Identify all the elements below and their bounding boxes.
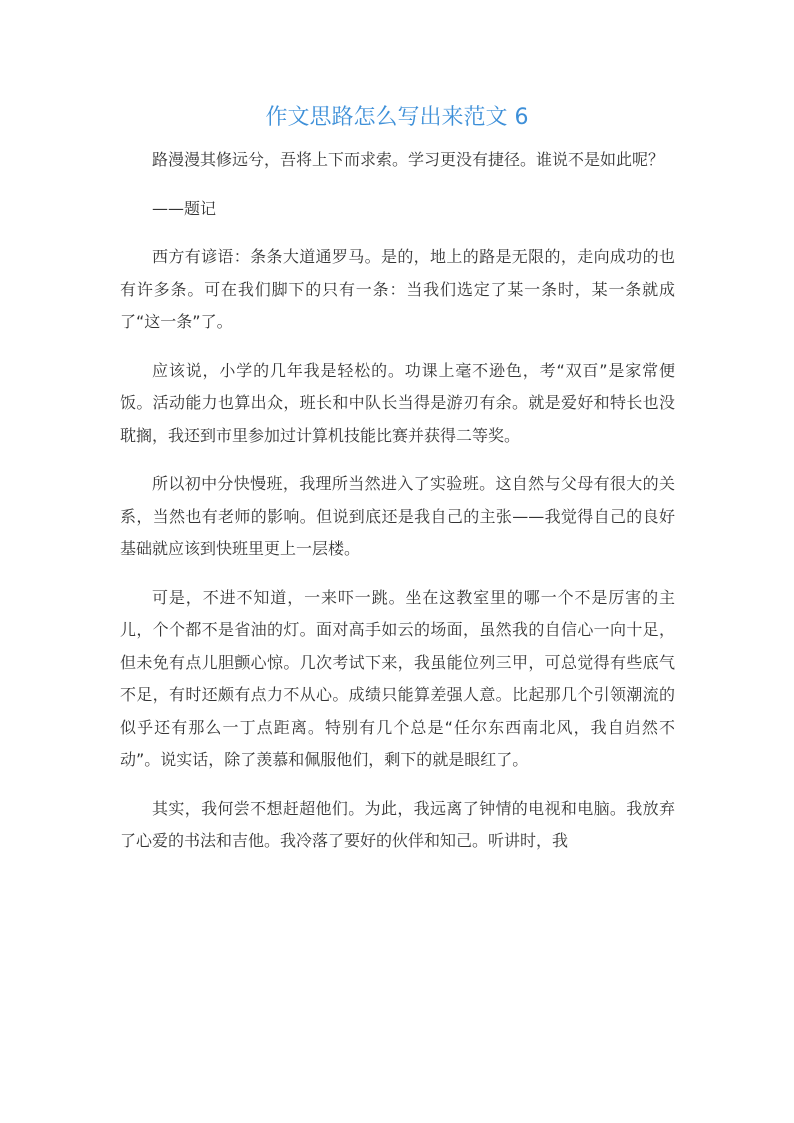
paragraph-epigraph-source: ——题记 xyxy=(152,198,217,218)
paragraph: 应该说，小学的几年我是轻松的。功课上毫不逊色，考“双百”是家常便饭。活动能力也算出众，班长和中队长当得是游刃有余。就是爱好和特长也没耽搁，我还到市里参加过计算机技能比赛并获得二等奖。 xyxy=(120,360,675,445)
document-body xyxy=(120,144,675,874)
paragraph: 西方有谚语：条条大道通罗马。是的，地上的路是无限的，走向成功的也有许多条。可在我们脚下的只有一条：当我们选定了某一条时，某一条就成了“这一条”了。 xyxy=(120,247,675,331)
paragraph-epigraph-quote: 路漫漫其修远兮，吾将上下而求索。学习更没有捷径。谁说不是如此呢？ xyxy=(152,150,665,169)
paragraph: 其实，我何尝不想赶超他们。为此，我远离了钟情的电视和电脑。我放弃了心爱的书法和吉他。我冷落了要好的伙伴和知己。听讲时，我 xyxy=(120,798,675,850)
paragraph: 可是，不进不知道，一来吓一跳。坐在这教室里的哪一个不是厉害的主儿，个个都不是省油的灯。面对高手如云的场面，虽然我的自信心一向十足，但未免有点儿胆颤心惊。几次考试下来，我虽能位列三甲，可总觉得有些底气不足，有时还颇有点力不从心。成绩只能算差强人意。比起那几个引领潮流的似乎还有那么一丁点距离。特别有几个总是“任尔东西南北风，我自岿然不动”。说实话，除了羡慕和佩服他们，剩下的就是眼红了。 xyxy=(120,587,675,769)
paragraph: 所以初中分快慢班，我理所当然进入了实验班。这自然与父母有很大的关系，当然也有老师的影响。但说到底还是我自己的主张——我觉得自己的良好基础就应该到快班里更上一层楼。 xyxy=(120,474,675,558)
document-title: 作文思路怎么写出来范文 6 xyxy=(265,105,529,130)
